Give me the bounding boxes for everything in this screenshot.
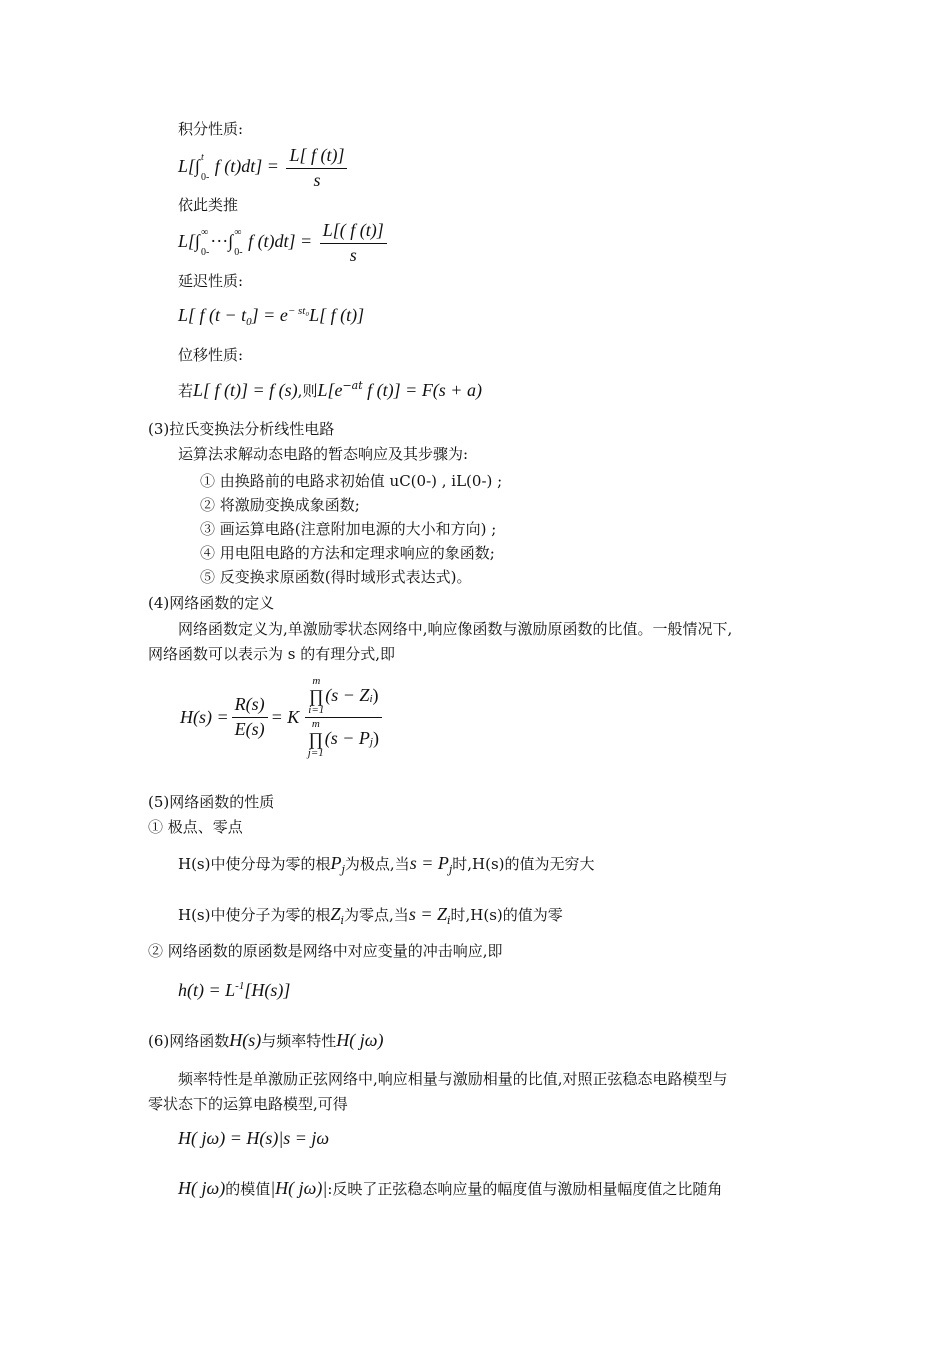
- integral-f2-denominator: s: [349, 244, 357, 265]
- nf-prod-top-sub: i: [369, 693, 373, 706]
- integral-f2-numerator: L[( f (t)]: [320, 220, 387, 244]
- zero-sentence: [178, 904, 563, 926]
- integral-f1-upper: t: [200, 152, 204, 164]
- section-3-step-5: ⑤ 反变换求原函数(得时域形式表达式)。: [200, 568, 472, 586]
- section-6-paragraph-line-1: 频率特性是单激励正弦网络中,响应相量与激励相量的比值,对照正弦稳态电路模型与: [178, 1070, 728, 1088]
- nf-prod-bot-sub: j: [369, 736, 373, 749]
- delay-f-right: L[ f (t)]: [309, 305, 365, 325]
- nf-prod-top-close: ): [372, 685, 379, 706]
- section-5-item-1: ① 极点、零点: [148, 818, 243, 836]
- zero-d-sub: i: [446, 914, 451, 927]
- integral-f2-body: f (t)dt] =: [243, 231, 313, 252]
- frequency-response-formula: H( jω) = H(s)|s = jω: [178, 1128, 330, 1148]
- integral-f1-numerator: L[ f (t)]: [286, 145, 347, 169]
- integral-formula-1: [178, 145, 350, 191]
- pole-a: H(s)中使分母为零的根: [178, 855, 331, 873]
- shift-mid: ,则: [297, 382, 318, 400]
- integral-f2-dots: ···: [210, 231, 229, 252]
- section-5-item-2: ② 网络函数的原函数是网络中对应变量的冲击响应,即: [148, 942, 503, 960]
- mag-a: H( jω): [178, 1178, 226, 1198]
- impulse-right: [H(s)]: [244, 980, 291, 1000]
- section-6-paragraph-line-2: 零状态下的运算电路模型,可得: [148, 1095, 348, 1113]
- integral-f2-upper2: ∞: [234, 227, 242, 239]
- zero-b: Z: [330, 904, 341, 924]
- integral-f1-left: L[∫: [178, 156, 200, 177]
- nf-prod-bot-lower: j=1: [307, 747, 324, 759]
- integral-f2-upper: ∞: [200, 227, 209, 239]
- pole-c: 为极点,当: [344, 855, 410, 873]
- section-5-title: (5)网络函数的性质: [148, 793, 275, 811]
- section-3-step-3: ③ 画运算电路(注意附加电源的大小和方向) ;: [200, 520, 497, 538]
- integral-f2-lower: 0-: [200, 247, 210, 259]
- integral-f2-left: L[∫: [178, 231, 200, 252]
- impulse-left: h(t) = L: [178, 980, 236, 1000]
- zero-d: s = Z: [408, 904, 447, 924]
- section-6-title: [148, 1030, 383, 1052]
- integral-analogy-text: 依此类推: [178, 196, 239, 214]
- zero-b-sub: i: [340, 914, 345, 927]
- shift-f-b-right: f (t)] = F(s + a): [362, 380, 482, 400]
- sec6-title-b: H(s): [229, 1030, 262, 1050]
- shift-formula: [178, 380, 482, 402]
- pole-d-sub: j: [448, 863, 453, 876]
- nf-prod-bot-close: ): [372, 728, 379, 749]
- nf-prod-top-body: (s − Z: [325, 685, 370, 706]
- delay-f-mid: ] = e: [251, 305, 288, 325]
- shift-f-a: L[ f (t)] = f (s): [193, 380, 298, 400]
- section-3-step-2: ② 将激励变换成象函数;: [200, 496, 360, 514]
- nf-prod-top-lower: i=1: [308, 704, 325, 716]
- sec6-title-a: (6)网络函数: [148, 1032, 230, 1050]
- integral-formula-2: L[∫ ∞ 0- ···∫ ∞ 0- f (t)dt] = $\frac{L[( f (t)]}{s}$: [178, 220, 390, 266]
- delay-f-sup: − st₀: [287, 305, 310, 317]
- nf-k: = K: [270, 706, 300, 727]
- delay-f-left: L[ f (t − t: [178, 305, 247, 325]
- pole-sentence: [178, 853, 595, 875]
- network-function-formula: H(s) = $\frac{R(s)}{E(s)}$ = K m ∏ i=1 (s − Z i ) m ∏ j=1 (s − P j ): [180, 676, 385, 759]
- zero-c: 为零点,当: [344, 906, 409, 924]
- section-3-step-4: ④ 用电阻电路的方法和定理求响应的象函数;: [200, 544, 495, 562]
- nf-hs: H(s) =: [180, 706, 229, 727]
- mag-c: |H( jω)|: [270, 1178, 328, 1198]
- nf-es: E(s): [234, 719, 265, 739]
- magnitude-sentence: [178, 1178, 722, 1200]
- pole-e: 时,H(s)的值为无穷大: [452, 855, 595, 873]
- nf-prod-bot-body: (s − P: [324, 728, 370, 749]
- nf-prod-top-upper: m: [312, 675, 321, 687]
- impulse-sup: -1: [235, 980, 245, 992]
- section-4-title: (4)网络函数的定义: [148, 594, 275, 612]
- sec6-title-c: 与频率特性: [261, 1032, 337, 1050]
- zero-a: H(s)中使分子为零的根: [178, 906, 331, 924]
- shift-f-b-left: L[e: [317, 380, 343, 400]
- section-3-step-1: ① 由换路前的电路求初始值 uC(0-) , iL(0-) ;: [200, 472, 503, 490]
- delay-heading: 延迟性质:: [178, 272, 244, 290]
- integral-f1-lower: 0-: [200, 172, 210, 184]
- delay-f-sub: 0: [246, 316, 252, 328]
- section-3-title: (3)拉氏变换法分析线性电路: [148, 420, 335, 438]
- zero-e: 时,H(s)的值为零: [450, 906, 563, 924]
- delay-formula: [178, 305, 364, 327]
- shift-f-b-sup: −at: [342, 379, 363, 392]
- pole-d: s = P: [409, 853, 449, 873]
- integral-f1-body: f (t)dt] =: [210, 156, 279, 177]
- nf-prod-bot-upper: m: [311, 718, 320, 730]
- integral-heading: 积分性质:: [178, 120, 244, 138]
- mag-b: 的模值: [225, 1180, 271, 1198]
- sec6-title-d: H( jω): [336, 1030, 384, 1050]
- shift-pre: 若: [178, 382, 194, 400]
- section-4-paragraph-line-1: 网络函数定义为,单激励零状态网络中,响应像函数与激励原函数的比值。一般情况下,: [178, 620, 733, 638]
- mag-d: :反映了正弦稳态响应量的幅度值与激励相量幅度值之比随角: [327, 1180, 723, 1198]
- impulse-response-formula: [178, 980, 290, 1002]
- section-3-intro: 运算法求解动态电路的暂态响应及其步骤为:: [178, 445, 469, 463]
- pole-b-sub: j: [341, 863, 345, 876]
- section-4-paragraph-line-2: 网络函数可以表示为 s 的有理分式,即: [148, 645, 396, 663]
- integral-f2-lower2: 0-: [234, 247, 243, 259]
- nf-rs: R(s): [232, 694, 268, 718]
- pole-b: P: [330, 853, 342, 873]
- shift-heading: 位移性质:: [178, 346, 244, 364]
- integral-f1-denominator: s: [313, 169, 321, 190]
